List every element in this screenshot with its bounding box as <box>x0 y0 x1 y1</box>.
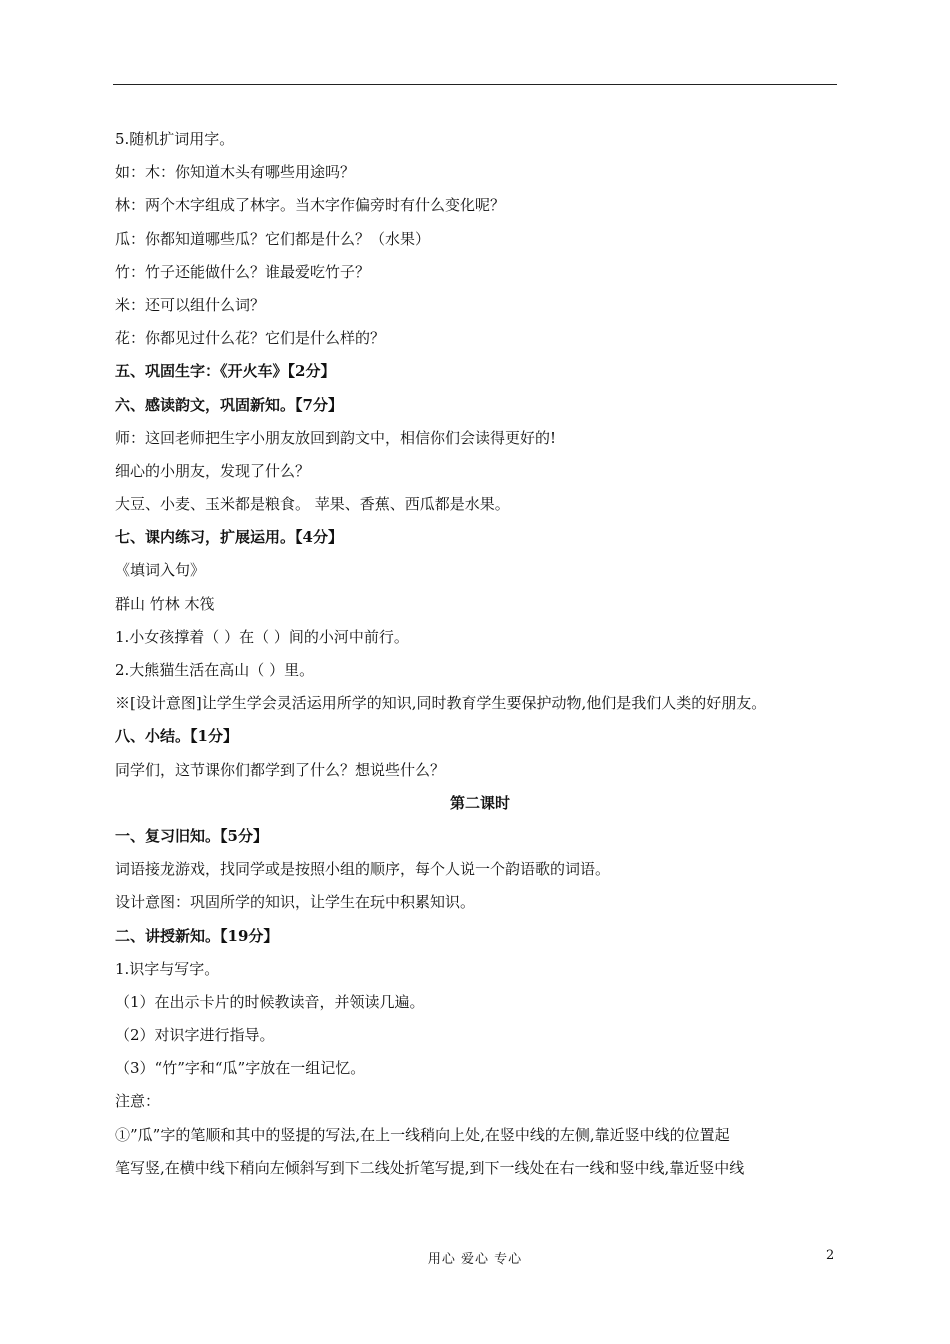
text-line: 群山 竹林 木筏 <box>115 594 215 613</box>
text-line: 同学们，这节课你们都学到了什么？想说些什么？ <box>115 760 446 779</box>
section-heading: 七、课内练习，扩展运用。【4分】 <box>115 528 343 547</box>
text-line: 师：这回老师把生字小朋友放回到韵文中，相信你们会读得更好的! <box>115 428 557 447</box>
section-heading: 一、复习旧知。【5分】 <box>115 826 268 845</box>
text-line: 1.识字与写字。 <box>115 959 220 978</box>
document-body <box>115 123 845 1185</box>
section-heading: 六、感读韵文，巩固新知。【7分】 <box>115 395 343 414</box>
text-line: 瓜：你都知道哪些瓜？它们都是什么？（水果） <box>115 229 431 248</box>
lesson-title: 第二课时 <box>449 793 510 812</box>
text-line: 竹：竹子还能做什么？谁最爱吃竹子？ <box>115 262 371 281</box>
text-line: 设计意图：巩固所学的知识，让学生在玩中积累知识。 <box>115 893 476 912</box>
text-line: 1.小女孩撑着（ ）在（ ）间的小河中前行。 <box>115 627 409 646</box>
text-line: 注意： <box>115 1092 161 1111</box>
section-heading: 八、小结。【1分】 <box>115 727 238 746</box>
text-line: 词语接龙游戏，找同学或是按照小组的顺序，每个人说一个韵语歌的词语。 <box>115 860 611 879</box>
section-heading: 五、巩固生字：《开火车》【2分】 <box>115 362 336 381</box>
footer-motto: 用心 爱心 专心 <box>427 1252 523 1267</box>
text-line: 大豆、小麦、玉米都是粮食。 苹果、香蕉、西瓜都是水果。 <box>115 495 510 514</box>
text-line: 笔写竖,在横中线下稍向左倾斜写到下二线处折笔写提,到下一线处在右一线和竖中线,靠近竖中线 <box>115 1158 745 1177</box>
text-line: 5.随机扩词用字。 <box>115 130 235 148</box>
text-line: （1）在出示卡片的时候教读音，并领读几遍。 <box>115 992 425 1011</box>
text-line: 细心的小朋友，发现了什么？ <box>115 461 311 480</box>
text-line: ※[设计意图]让学生学会灵活运用所学的知识,同时教育学生要保护动物,他们是我们人类的好朋友。 <box>115 694 767 713</box>
text-line: 林：两个木字组成了林字。当木字作偏旁时有什么变化呢？ <box>115 196 506 215</box>
text-line: 如：木：你知道木头有哪些用途吗？ <box>115 163 356 182</box>
text-line: 2.大熊猫生活在高山（ ）里。 <box>115 661 315 679</box>
text-line: （2）对识字进行指导。 <box>115 1026 275 1045</box>
text-line: （3）“竹”字和“瓜”字放在一组记忆。 <box>115 1059 366 1078</box>
text-line: 米：还可以组什么词？ <box>115 295 266 314</box>
section-heading: 二、讲授新知。【19分】 <box>115 926 279 945</box>
text-line: 《填词入句》 <box>115 561 206 580</box>
page-number: 2 <box>826 1248 835 1263</box>
text-line: ①”瓜”字的笔顺和其中的竖提的写法,在上一线稍向上处,在竖中线的左侧,靠近竖中线的位置起 <box>115 1125 730 1144</box>
text-line: 花：你都见过什么花？它们是什么样的？ <box>115 329 386 348</box>
header-rule <box>113 84 837 85</box>
